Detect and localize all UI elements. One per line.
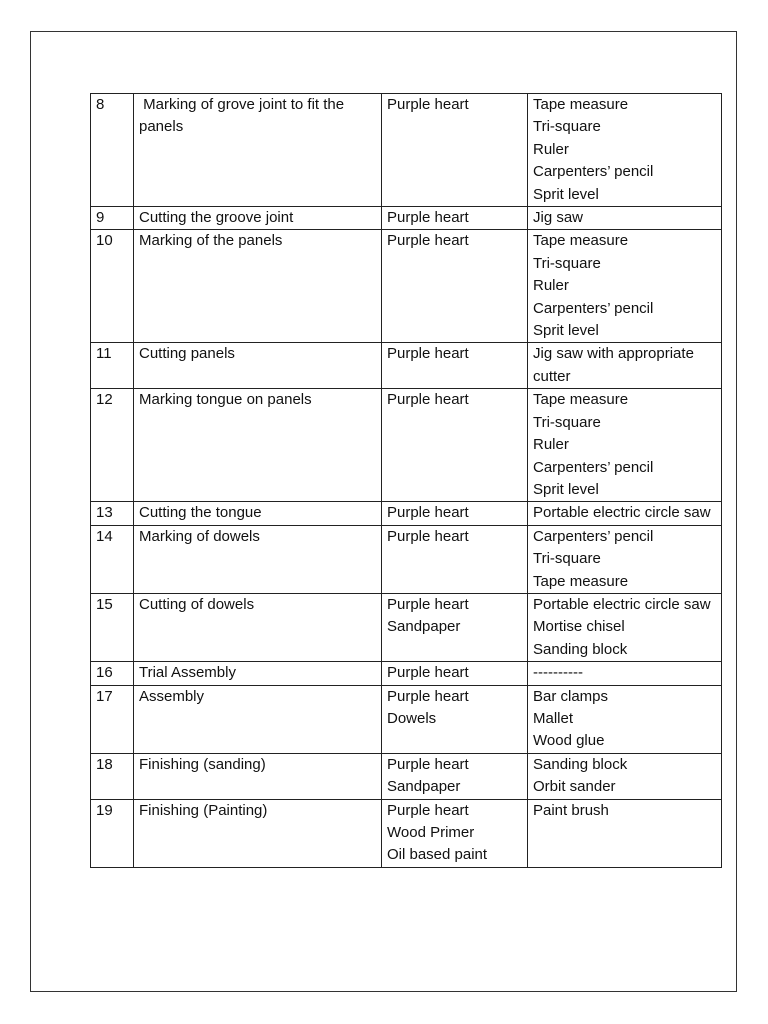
material-item: Purple heart [387, 96, 469, 113]
step-number: 14 [96, 527, 113, 545]
tool-item: Ruler [533, 277, 569, 295]
material-item: Purple heart [387, 801, 469, 819]
step-number-cell [91, 685, 134, 753]
tools-cell [528, 685, 722, 753]
tool-item: Ruler [533, 140, 569, 158]
material-item: Purple heart [387, 345, 469, 363]
activity-text: Trial Assembly [139, 664, 236, 682]
materials-cell [382, 230, 528, 343]
tool-item: Ruler [533, 436, 569, 454]
tool-item: Orbit sander [533, 778, 616, 796]
table-row [91, 593, 722, 661]
materials-cell [382, 685, 528, 753]
step-number: 10 [96, 232, 113, 250]
material-item: Purple heart [387, 687, 469, 705]
tool-item: Sprit level [533, 480, 599, 498]
table-row [91, 662, 722, 685]
activity-text: Assembly [139, 687, 205, 705]
tools-cell [528, 230, 722, 343]
tool-item: Tape measure [533, 96, 629, 113]
activity-cell [134, 230, 382, 343]
materials-cell [382, 502, 528, 525]
step-number: 8 [96, 96, 105, 113]
tool-item: Carpenters’ pencil [533, 299, 654, 317]
tool-item: Tape measure [533, 232, 629, 250]
material-item: Purple heart [387, 504, 469, 522]
activity-text: Cutting of dowels [139, 595, 255, 613]
activity-cell [134, 502, 382, 525]
tools-cell [528, 343, 722, 389]
activity-text: Finishing (Painting) [139, 801, 268, 819]
material-item: Purple heart [387, 755, 469, 773]
activity-cell [134, 753, 382, 799]
table-row [91, 502, 722, 525]
materials-cell [382, 343, 528, 389]
materials-cell [382, 525, 528, 593]
table-row [91, 389, 722, 502]
procedure-table-body [91, 94, 722, 868]
activity-text: Cutting panels [139, 345, 235, 363]
materials-cell [382, 389, 528, 502]
activity-text: Cutting the groove joint [139, 209, 294, 227]
activity-text: Marking of the panels [139, 232, 283, 250]
table-row [91, 799, 722, 867]
table-row [91, 685, 722, 753]
step-number-cell [91, 525, 134, 593]
material-item: Purple heart [387, 232, 469, 250]
tools-cell [528, 525, 722, 593]
materials-cell [382, 593, 528, 661]
table-row [91, 343, 722, 389]
material-item: Wood Primer [387, 824, 475, 841]
step-number: 19 [96, 801, 113, 819]
table-row [91, 525, 722, 593]
step-number: 12 [96, 391, 113, 409]
materials-cell [382, 94, 528, 207]
step-number-cell [91, 502, 134, 525]
tool-item: Sprit level [533, 185, 599, 203]
table-row [91, 753, 722, 799]
step-number-cell [91, 94, 134, 207]
step-number-cell [91, 799, 134, 867]
step-number-cell [91, 662, 134, 685]
step-number-cell [91, 230, 134, 343]
material-item: Sandpaper [387, 618, 461, 636]
tool-item: Sanding block [533, 755, 628, 773]
material-item: Purple heart [387, 595, 469, 613]
activity-cell [134, 685, 382, 753]
step-number: 15 [96, 595, 113, 613]
material-item: Dowels [387, 709, 437, 727]
step-number: 17 [96, 687, 113, 705]
step-number-cell [91, 753, 134, 799]
activity-text: Finishing (sanding) [139, 755, 266, 773]
tool-item: Carpenters’ pencil [533, 163, 654, 181]
tools-cell [528, 94, 722, 207]
activity-cell [134, 207, 382, 230]
tools-cell [528, 207, 722, 230]
step-number: 18 [96, 755, 113, 773]
material-item: Purple heart [387, 664, 469, 682]
tools-cell [528, 753, 722, 799]
table-row [91, 230, 722, 343]
table-row [91, 207, 722, 230]
material-item: Oil based paint [387, 846, 488, 864]
tool-item: Portable electric circle saw [533, 595, 711, 613]
step-number-cell [91, 593, 134, 661]
tool-item: Tri-square [533, 413, 601, 431]
tools-cell [528, 662, 722, 685]
tool-item: ---------- [533, 664, 583, 682]
table-row [91, 94, 722, 207]
material-item: Sandpaper [387, 778, 461, 796]
step-number: 16 [96, 664, 113, 682]
activity-text: Cutting the tongue [139, 504, 262, 522]
material-item: Purple heart [387, 527, 469, 545]
step-number: 13 [96, 504, 113, 522]
activity-cell [134, 525, 382, 593]
step-number-cell [91, 389, 134, 502]
procedure-table [90, 93, 722, 868]
tool-item: Jig saw [533, 209, 584, 227]
step-number: 9 [96, 209, 105, 227]
tool-item: Bar clamps [533, 687, 609, 705]
materials-cell [382, 753, 528, 799]
activity-cell [134, 593, 382, 661]
tool-item: Portable electric circle saw [533, 504, 711, 522]
tool-item: Jig saw with appropriate cutter [533, 345, 694, 385]
material-item: Purple heart [387, 209, 469, 227]
step-number: 11 [96, 345, 112, 363]
activity-cell [134, 662, 382, 685]
materials-cell [382, 207, 528, 230]
activity-cell [134, 389, 382, 502]
tool-item: Carpenters’ pencil [533, 527, 654, 545]
tool-item: Tape measure [533, 572, 629, 590]
tool-item: Tape measure [533, 391, 629, 409]
activity-cell [134, 343, 382, 389]
tool-item: Sanding block [533, 640, 628, 658]
tools-cell [528, 502, 722, 525]
activity-cell [134, 799, 382, 867]
step-number-cell [91, 343, 134, 389]
activity-text: Marking of grove joint to fit the panels [139, 96, 349, 136]
tools-cell [528, 799, 722, 867]
tool-item: Mortise chisel [533, 618, 625, 636]
activity-cell [134, 94, 382, 207]
activity-text: Marking of dowels [139, 527, 260, 545]
tool-item: Paint brush [533, 801, 609, 819]
tool-item: Tri-square [533, 254, 601, 272]
tools-cell [528, 593, 722, 661]
activity-text: Marking tongue on panels [139, 391, 312, 409]
tool-item: Sprit level [533, 322, 599, 340]
material-item: Purple heart [387, 391, 469, 409]
tool-item: Mallet [533, 709, 574, 727]
tool-item: Wood glue [533, 732, 605, 750]
tool-item: Tri-square [533, 550, 601, 568]
tool-item: Carpenters’ pencil [533, 458, 654, 476]
tools-cell [528, 389, 722, 502]
step-number-cell [91, 207, 134, 230]
materials-cell [382, 662, 528, 685]
materials-cell [382, 799, 528, 867]
tool-item: Tri-square [533, 118, 601, 136]
